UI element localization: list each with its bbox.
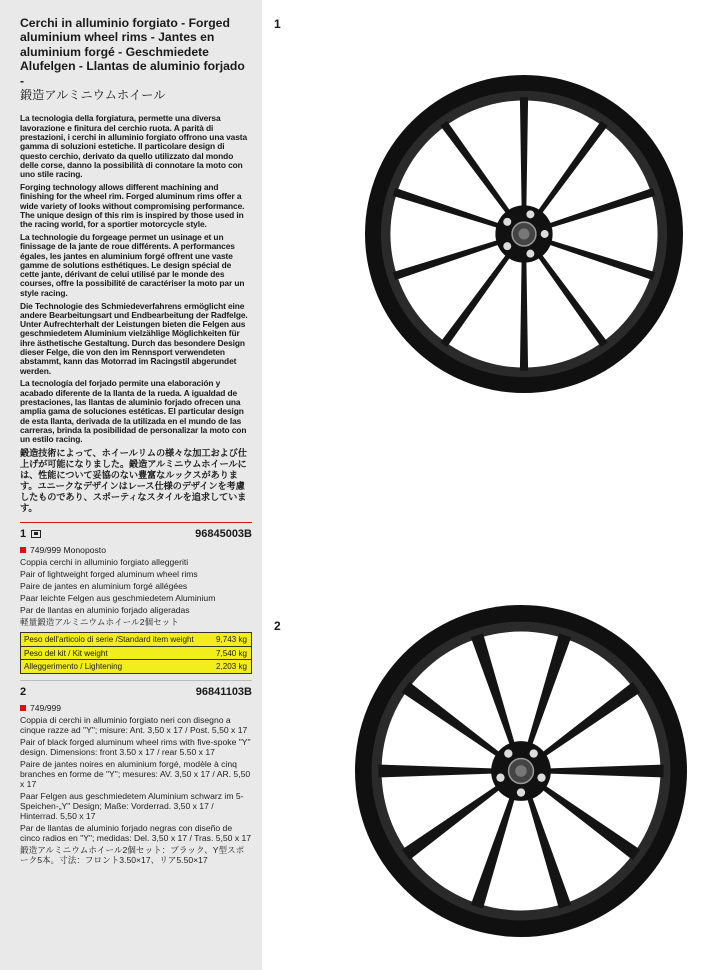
title-line-jp: 鍛造アルミニウムホイール xyxy=(20,88,166,103)
desc-line: Coppia cerchi in alluminio forgiato alleggeriti xyxy=(20,557,189,568)
intro-de: Die Technologie des Schmiedeverfahrens ermöglicht eine andere Bearbeitungsart und Endbearbeitung der Radfelge. Unter Aufrechterhalt der Leistungen bieten die Felgen aus geschmiedetem Aluminium vielzählige Möglichkeiten für ihre ästhetische Gestaltung. Durch das besondere Design dieser Felge, die von den im Rennsport verwendeten abstammt, kann das Motorrad im Racingstil abgerundet werden. xyxy=(20,300,248,376)
part-code: 96841103B xyxy=(195,685,252,698)
hub-bolt xyxy=(530,749,538,757)
hub-bolt xyxy=(503,242,511,250)
title-line: aluminium forgé - Geschmiedete xyxy=(20,44,209,59)
wheel-image-1 xyxy=(362,72,686,396)
item-description xyxy=(20,557,252,627)
wheel-image-2 xyxy=(352,602,690,940)
hub-bolt xyxy=(517,788,525,796)
part-code: 96845003B xyxy=(195,528,252,541)
weight-table xyxy=(20,632,252,674)
intro-it: La tecnologia della forgiatura, permette una diversa lavorazione e finitura del cerchio ruota. A parità di prestazioni, i cerchi in alluminio forgiato offrono una vasta gamma di soluzioni estetiche. Il particolare design di questo cerchio, derivato da quello utilizzato dal mondo delle corse, danno la possibilità di connotare la moto con uno stile racing. xyxy=(20,113,248,180)
desc-line: Paire de jantes noires en aluminium forgé, modèle à cinq branches en forme de "Y"; mesures: AV. 3,50 x 17 / AR. 5,50 x 17 xyxy=(20,758,251,789)
axle-center xyxy=(518,228,529,239)
title-line: Alufelgen - Llantas de aluminio forjado - xyxy=(20,59,245,88)
intro-ja: 鍛造技術によって、ホイールリムの様々な加工および仕上げが可能になりました。鍛造アルミニウムホイールには、性能について妥協のない豊富なルックスがあります。ユニークなデザインはレース仕様のデザインを考慮したものであり、スポーティなスタイルを追求しています。 xyxy=(20,448,247,514)
item-description xyxy=(20,715,252,865)
red-square-icon xyxy=(20,705,26,711)
section-divider xyxy=(20,522,252,523)
weight-value: 2,203 kg xyxy=(215,662,247,672)
weight-row xyxy=(21,647,251,661)
weight-label: Peso del kit / Kit weight xyxy=(24,648,108,658)
intro-fr: La technologie du forgeage permet un usinage et un finissage de la jante de roue différents. A performances égales, les jantes en aluminium forgé offrent une vaste gamme de solutions esthétiques. Le design spécial de cette jante, dérivant de celui utilisé par le monde des courses, offre la possibilité de caractériser la moto par un style racing. xyxy=(20,232,245,298)
hub-bolt xyxy=(541,230,549,238)
desc-line: 鍛造アルミニウムホイール2個セット：ブラック、Y型スポーク5本。寸法：フロント3.50×17、リア5.50×17 xyxy=(20,844,245,865)
item-2 xyxy=(20,680,252,865)
model-name: 749/999 xyxy=(30,702,62,713)
weight-label: Peso dell'articolo di serie /Standard item weight xyxy=(24,635,194,645)
desc-line: Coppia di cerchi in alluminio forgiato neri con disegno a cinque razze ad "Y"; misure: Ant. 3,50 x 17 / Post. 5,50 x 17 xyxy=(20,714,248,735)
hub-bolt xyxy=(504,749,512,757)
weight-value: 7,540 kg xyxy=(215,648,247,658)
hub-bolt xyxy=(503,218,511,226)
desc-line: Par de llantas en aluminio forjado aligeradas xyxy=(20,605,190,616)
left-text-column xyxy=(0,0,262,970)
monoposto-icon xyxy=(31,530,41,538)
desc-line: Paar leichte Felgen aus geschmiedetem Aluminium xyxy=(20,593,216,604)
axle-center xyxy=(515,765,527,777)
weight-row xyxy=(21,660,251,673)
red-square-icon xyxy=(20,547,26,553)
desc-line: Pair of black forged aluminum wheel rims with five-spoke "Y" design. Dimensions: front 3.50 x 17 / rear 5.50 x 17 xyxy=(20,736,251,757)
hub-bolt xyxy=(537,774,545,782)
intro-text xyxy=(20,114,252,514)
hub-bolt xyxy=(496,774,504,782)
desc-line: Paar Felgen aus geschmiedetem Aluminium schwarz im 5-Speichen-„Y" Design; Maße: Vorderrad. 3,50 x 17 / Hinterrad. 5,50 x 17 xyxy=(20,790,244,821)
item-number: 2 xyxy=(20,685,27,698)
page-title xyxy=(20,16,252,102)
desc-line: Paire de jantes en aluminium forgé allégées xyxy=(20,581,188,592)
hub-bolt xyxy=(526,250,534,258)
weight-row xyxy=(21,633,251,647)
figure-number-1: 1 xyxy=(274,17,281,31)
hub-bolt xyxy=(526,210,534,218)
title-line: Cerchi in alluminio forgiato - Forged xyxy=(20,16,230,30)
weight-label: Alleggerimento / Lightening xyxy=(24,662,123,672)
figure-number-2: 2 xyxy=(274,619,281,633)
weight-value: 9,743 kg xyxy=(215,635,247,645)
desc-line: 軽量鍛造アルミニウムホイール2個セット xyxy=(20,617,179,628)
intro-es: La tecnología del forjado permite una elaboración y acabado diferente de la llanta de la rueda. A igualdad de prestaciones, las llantas de aluminio forjado ofrecen una amplia gama de soluciones estéticas. El particular design de esta llanta, derivada de la utilizada en el mundo de las carreras, brinda la posibilidad de personalizar la moto con un estilo racing. xyxy=(20,378,247,445)
desc-line: Pair of lightweight forged aluminum wheel rims xyxy=(20,569,198,580)
model-name: 749/999 Monoposto xyxy=(30,545,106,556)
intro-en: Forging technology allows different machining and finishing for the wheel rim. Forged aluminum rims offer a wide variety of looks without compromising performance. The unique design of this rim is inspired by those used in the racing world, for a sportier motorcycle style. xyxy=(20,182,245,230)
desc-line: Par de llantas de aluminio forjado negras con diseño de cinco radios en "Y"; medidas: Del. 3,50 x 17 / Tras. 5,50 x 17 xyxy=(20,822,252,843)
item-number: 1 xyxy=(20,528,27,541)
title-line: aluminium wheel rims - Jantes en xyxy=(20,30,215,45)
item-1 xyxy=(20,527,252,674)
